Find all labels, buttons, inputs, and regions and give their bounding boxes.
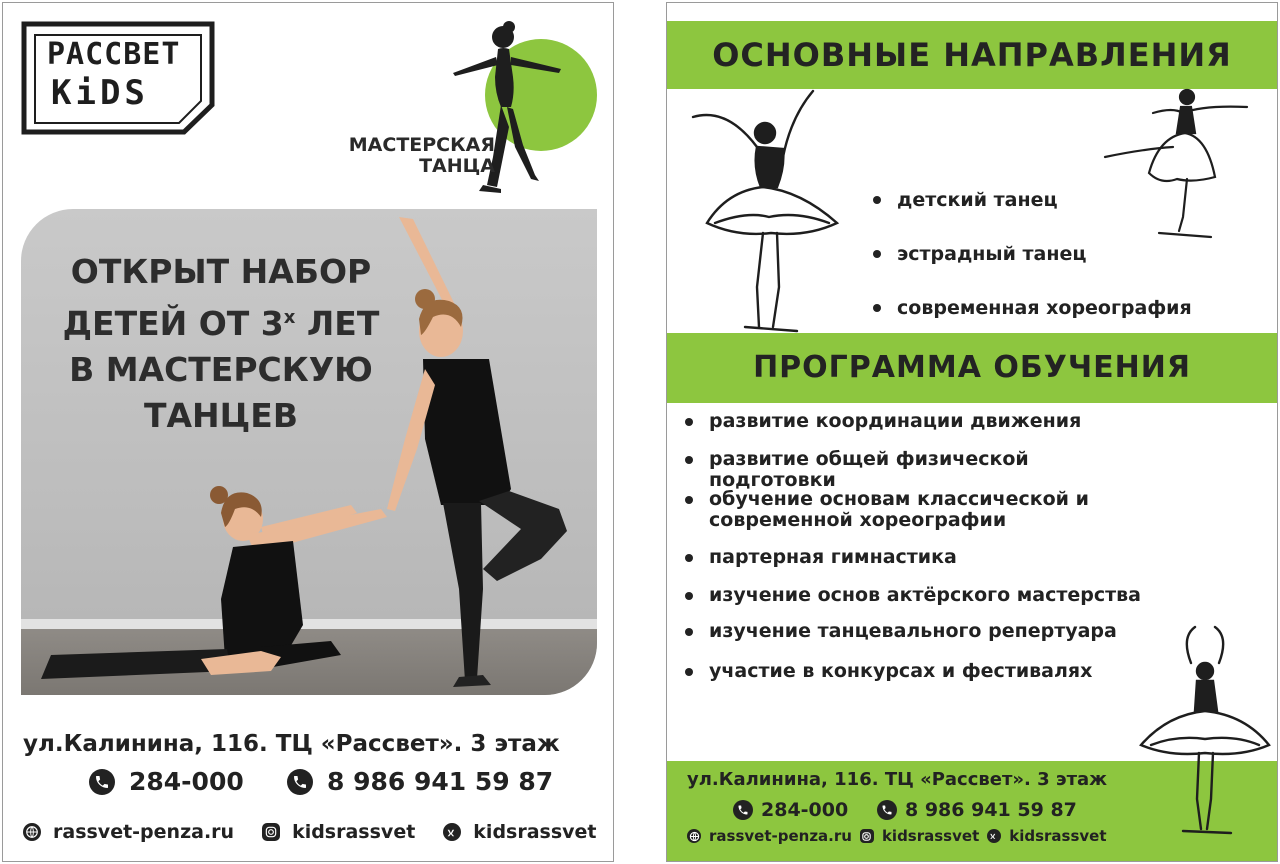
program-label: партерная гимнастика xyxy=(709,546,957,568)
bullet-icon xyxy=(873,250,881,258)
logo-line2: KiDS xyxy=(51,73,149,113)
bullet-icon xyxy=(685,592,693,600)
bullet-icon xyxy=(873,304,881,312)
phone-number-2: 8 986 941 59 87 xyxy=(327,767,554,796)
phone-icon xyxy=(877,800,897,820)
program-item xyxy=(685,489,1155,547)
phone-icon xyxy=(287,769,313,795)
flyer-left xyxy=(2,2,614,862)
direction-item xyxy=(873,281,1192,335)
vk-link[interactable]: kidsrassvet xyxy=(1009,827,1107,845)
address-left: ул.Калинина, 116. ТЦ «Рассвет». 3 этаж xyxy=(23,731,560,757)
program-item xyxy=(685,661,1155,697)
bullet-icon xyxy=(685,554,693,562)
directions-list xyxy=(873,173,1192,335)
program-label: изучение основ актёрского мастерства xyxy=(709,584,1141,606)
instagram-icon xyxy=(262,823,280,841)
brand-title xyxy=(321,135,495,177)
program-header-band xyxy=(667,333,1277,403)
address-right: ул.Калинина, 116. ТЦ «Рассвет». 3 этаж xyxy=(687,769,1108,790)
instagram-link[interactable]: kidsrassvet xyxy=(881,827,980,845)
dancers-photo xyxy=(21,209,597,695)
directions-title: ОСНОВНЫЕ НАПРАВЛЕНИЯ xyxy=(712,36,1232,74)
bullet-icon xyxy=(685,628,693,636)
program-label: изучение танцевального репертуара xyxy=(709,620,1117,642)
vk-link[interactable]: kidsrassvet xyxy=(473,821,597,843)
headline xyxy=(41,249,401,439)
program-label: развитие общей физической подготовки xyxy=(709,448,1029,491)
bullet-icon xyxy=(685,418,693,426)
program-label: обучение основам классической и современной хореографии xyxy=(709,488,1089,531)
headline-line4: ТАНЦЕВ xyxy=(144,396,298,435)
program-title: ПРОГРАММА ОБУЧЕНИЯ xyxy=(753,350,1191,385)
site-link[interactable]: rassvet-penza.ru xyxy=(53,821,235,843)
program-list xyxy=(685,411,1155,697)
bullet-icon xyxy=(685,456,693,464)
program-item xyxy=(685,547,1155,585)
headline-line2-sup: х xyxy=(283,307,296,328)
phone-entry-2[interactable] xyxy=(287,767,553,796)
headline-line2-pre: ДЕТЕЙ ОТ 3 xyxy=(62,304,284,343)
phone-entry-2[interactable] xyxy=(877,799,1077,821)
program-item xyxy=(685,621,1155,661)
bullet-icon xyxy=(685,668,693,676)
socials-left xyxy=(23,821,609,843)
flyer-right xyxy=(666,2,1278,862)
globe-icon xyxy=(687,829,701,843)
instagram-icon xyxy=(860,829,874,843)
phone-entry-1[interactable] xyxy=(733,799,848,821)
logo-line1: РАССВЕТ xyxy=(47,37,181,72)
headline-line3: В МАСТЕРСКУЮ xyxy=(69,350,373,389)
phone-icon xyxy=(89,769,115,795)
ballerina-sketch-1 xyxy=(687,87,847,337)
direction-label: эстрадный танец xyxy=(897,243,1087,265)
direction-item xyxy=(873,227,1192,281)
phone-number-1: 284-000 xyxy=(129,767,244,796)
phone-icon xyxy=(733,800,753,820)
vk-icon xyxy=(443,823,461,841)
program-label: развитие координации движения xyxy=(709,410,1082,432)
site-link[interactable]: rassvet-penza.ru xyxy=(709,827,852,845)
bullet-icon xyxy=(685,496,693,504)
direction-label: детский танец xyxy=(897,189,1058,211)
direction-label: современная хореография xyxy=(897,297,1192,319)
brand-line1: МАСТЕРСКАЯ xyxy=(348,134,495,156)
direction-item xyxy=(873,173,1192,227)
brand-line2: ТАНЦА xyxy=(419,155,495,177)
vk-icon xyxy=(987,829,1001,843)
program-item xyxy=(685,449,1155,489)
program-item xyxy=(685,411,1155,449)
phone-entry-1[interactable] xyxy=(89,767,244,796)
socials-right xyxy=(687,827,1107,845)
directions-header-band xyxy=(667,21,1277,89)
sitting-girl xyxy=(41,486,387,679)
program-label: участие в конкурсах и фестивалях xyxy=(709,660,1093,682)
program-item xyxy=(685,585,1155,621)
phone-number-1: 284-000 xyxy=(761,799,849,821)
standing-girl xyxy=(387,217,567,687)
instagram-link[interactable]: kidsrassvet xyxy=(292,821,416,843)
headline-line2-post: ЛЕТ xyxy=(295,304,380,343)
ballerina-sketch-3 xyxy=(1137,623,1273,843)
headline-line1: ОТКРЫТ НАБОР xyxy=(70,252,372,291)
headline-line2 xyxy=(41,295,401,347)
globe-icon xyxy=(23,823,41,841)
phone-number-2: 8 986 941 59 87 xyxy=(905,799,1077,821)
bullet-icon xyxy=(873,196,881,204)
